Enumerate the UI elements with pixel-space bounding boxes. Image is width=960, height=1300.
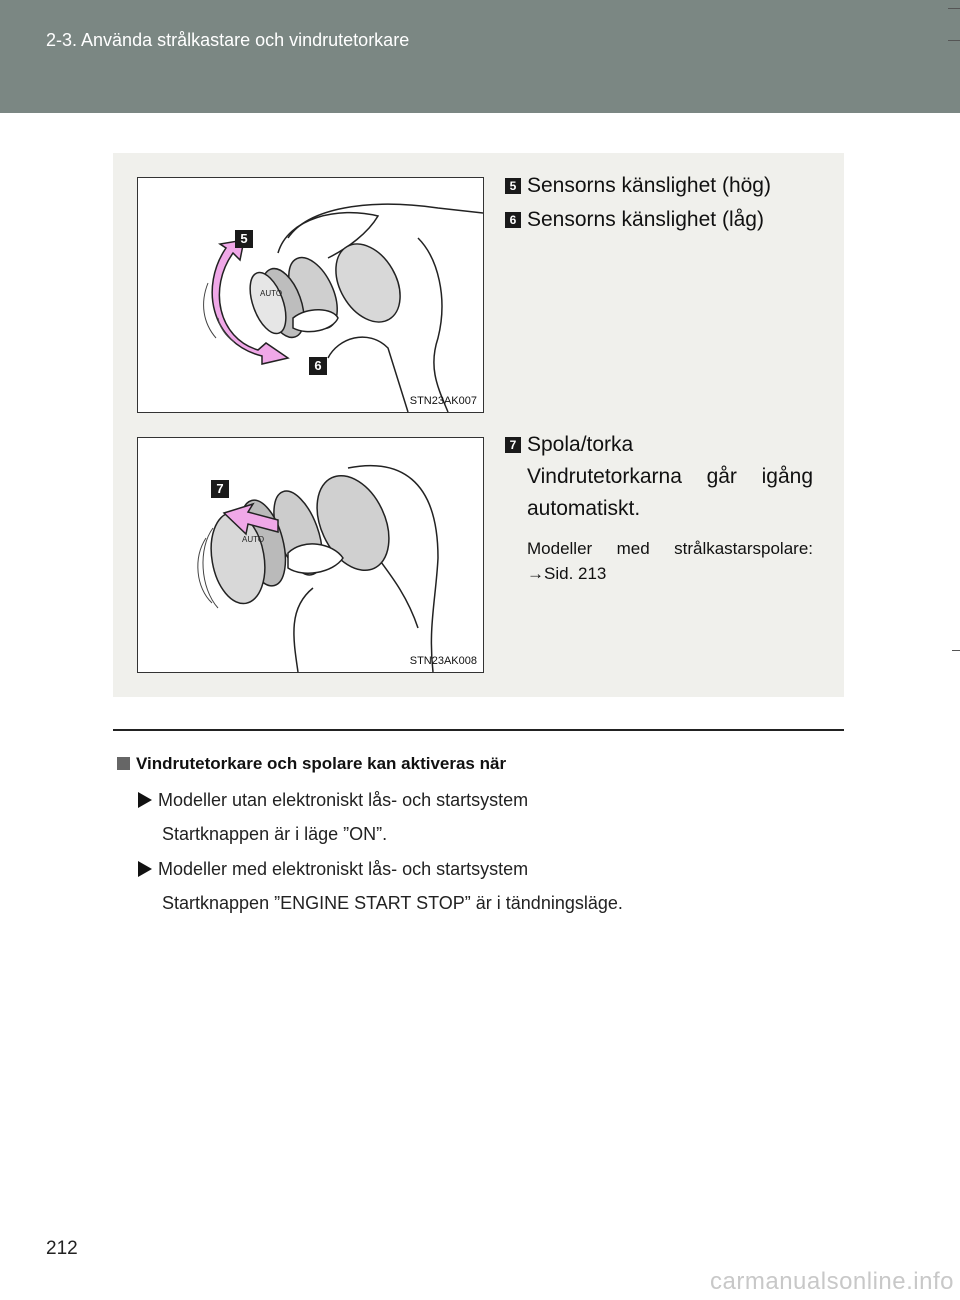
item-badge-7: 7 xyxy=(505,437,521,453)
trim-mark xyxy=(948,8,960,9)
section-heading xyxy=(117,754,506,774)
model-line-text: Modeller med elektroniskt lås- och startsystem xyxy=(158,859,529,879)
note-page-ref[interactable] xyxy=(527,561,606,587)
item-badge-6: 6 xyxy=(505,212,521,228)
figure-badge-6: 6 xyxy=(309,357,327,375)
svg-text:AUTO: AUTO xyxy=(260,289,283,298)
page-number: 212 xyxy=(46,1238,78,1259)
note-headlamp-washer: Modeller med strålkastarspolare: xyxy=(527,539,813,558)
figure-code: STN23AK008 xyxy=(409,655,477,667)
item-text-sensitivity-high: Sensorns känslighet (hög) xyxy=(527,174,771,197)
section-title: 2-3. Använda strålkastare och vindrutetorkare xyxy=(46,30,410,50)
item-text-wash-wipe: Spola/torka xyxy=(527,433,634,456)
model-line-with-smart-key xyxy=(138,859,528,880)
wiper-lever-pull-illustration xyxy=(138,438,483,672)
square-bullet-icon xyxy=(117,757,130,770)
page-ref-text: Sid. 213 xyxy=(544,564,607,583)
figure-badge-5: 5 xyxy=(235,230,253,248)
figure-badge-7: 7 xyxy=(211,480,229,498)
figure-wash-wipe xyxy=(137,437,484,673)
item-desc-line1: Vindrutetorkarna går igång xyxy=(527,465,813,488)
model-line-text: Modeller utan elektroniskt lås- och startsystem xyxy=(158,790,529,810)
trim-mark xyxy=(948,40,960,41)
item-text-sensitivity-low: Sensorns känslighet (låg) xyxy=(527,208,764,231)
wiper-lever-illustration xyxy=(138,178,483,412)
condition-line-on: Startknappen är i läge ”ON”. xyxy=(162,824,388,844)
trim-mark xyxy=(952,650,960,651)
triangle-bullet-icon xyxy=(138,861,152,877)
arrow-right-icon: → xyxy=(527,564,544,583)
item-badge-5: 5 xyxy=(505,178,521,194)
page-header xyxy=(0,0,960,113)
model-line-without-smart-key xyxy=(138,790,528,811)
watermark: carmanualsonline.info xyxy=(710,1268,954,1295)
triangle-bullet-icon xyxy=(138,792,152,808)
figure-sensor-sensitivity xyxy=(137,177,484,413)
item-desc-line2: automatiskt. xyxy=(527,497,641,520)
condition-line-ignition: Startknappen ”ENGINE START STOP” är i tändningsläge. xyxy=(162,893,623,913)
section-divider xyxy=(113,729,844,731)
section-heading-text: Vindrutetorkare och spolare kan aktiveras när xyxy=(136,754,507,773)
figure-code: STN23AK007 xyxy=(409,395,477,407)
svg-text:AUTO: AUTO xyxy=(242,535,265,544)
